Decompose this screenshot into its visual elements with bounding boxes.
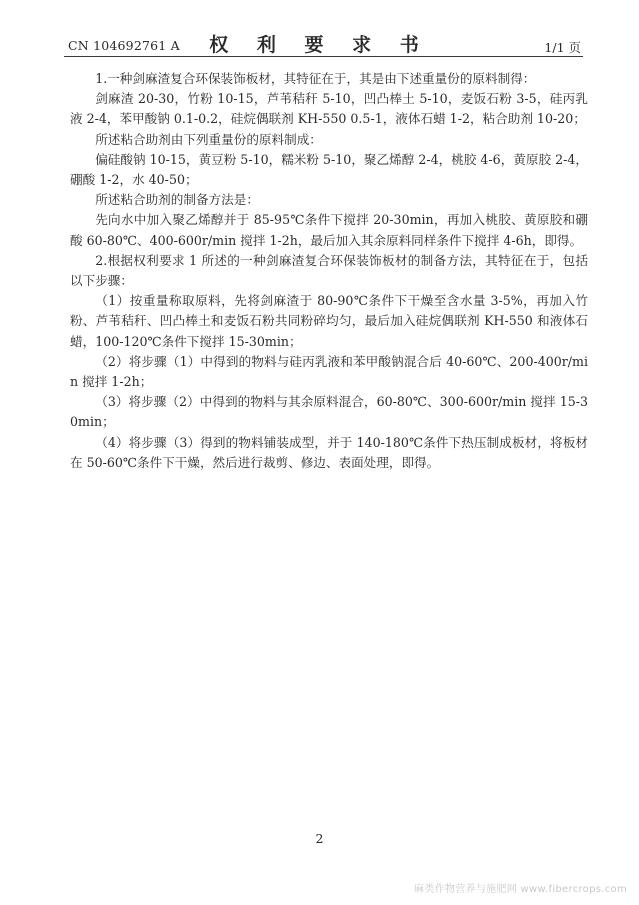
page-title: 权 利 要 求 书 [209,34,430,56]
step-1: （1）按重量称取原料，先将剑麻渣于 80-90℃条件下干燥至含水量 3-5%，再加入竹粉、芦苇秸秆、凹凸棒土和麦饭石粉共同粉碎均匀，最后加入硅烷偶联剂 KH-550 和液体石蜡，100-120℃条件下搅拌 15-30min； [70,293,588,349]
step-2: （2）将步骤（1）中得到的物料与硅丙乳液和苯甲酸钠混合后 40-60℃、200-400r/min 搅拌 1-2h； [70,353,588,390]
page-number: 2 [315,831,324,846]
claim-2-intro: 2.根据权利要求 1 所述的一种剑麻渣复合环保装饰板材的制备方法，其特征在于，包括以下步骤： [70,252,588,289]
adhesive-method-intro: 所述粘合助剂的制备方法是： [95,192,259,208]
adhesive-ingredients: 偏硅酸钠 10-15，黄豆粉 5-10，糯米粉 5-10，聚乙烯醇 2-4，桃胶 4-6，黄原胶 2-4，硼酸 1-2，水 40-50； [70,151,588,188]
page-count: 1/1 页 [544,40,581,55]
header-divider [64,56,583,57]
patent-number: CN 104692761 A [68,38,180,53]
step-4: （4）将步骤（3）得到的物料铺装成型，并于 140-180℃条件下热压制成板材，将板材在 50-60℃条件下干燥，然后进行裁剪、修边、表面处理，即得。 [70,434,588,470]
claim-1-intro: 1.一种剑麻渣复合环保装饰板材，其特征在于，其是由下述重量份的原料制得： [95,71,536,86]
claim-1-ingredients: 剑麻渣 20-30，竹粉 10-15，芦苇秸秆 5-10，凹凸棒土 5-10，麦饭石粉 3-5，硅丙乳液 2-4，苯甲酸钠 0.1-0.2，硅烷偶联剂 KH-550 0.5-1，液体石蜡 1-2，粘合助剂 10-20； [70,91,588,127]
claims-body [70,69,588,473]
adhesive-intro: 所述粘合助剂由下列重量份的原料制成： [95,131,322,147]
adhesive-method: 先向水中加入聚乙烯醇并于 85-95℃条件下搅拌 20-30min，再加入桃胶、黄原胶和硼酸 60-80℃、400-600r/min 搅拌 1-2h，最后加入其余原料同样条件下搅拌 4-6h，即得。 [70,212,588,248]
watermark-text: 麻类作物营养与施肥网 www.fibercrops.com [414,884,627,895]
step-3: （3）将步骤（2）中得到的物料与其余原料混合，60-80℃、300-600r/min 搅拌 15-30min； [70,394,588,430]
